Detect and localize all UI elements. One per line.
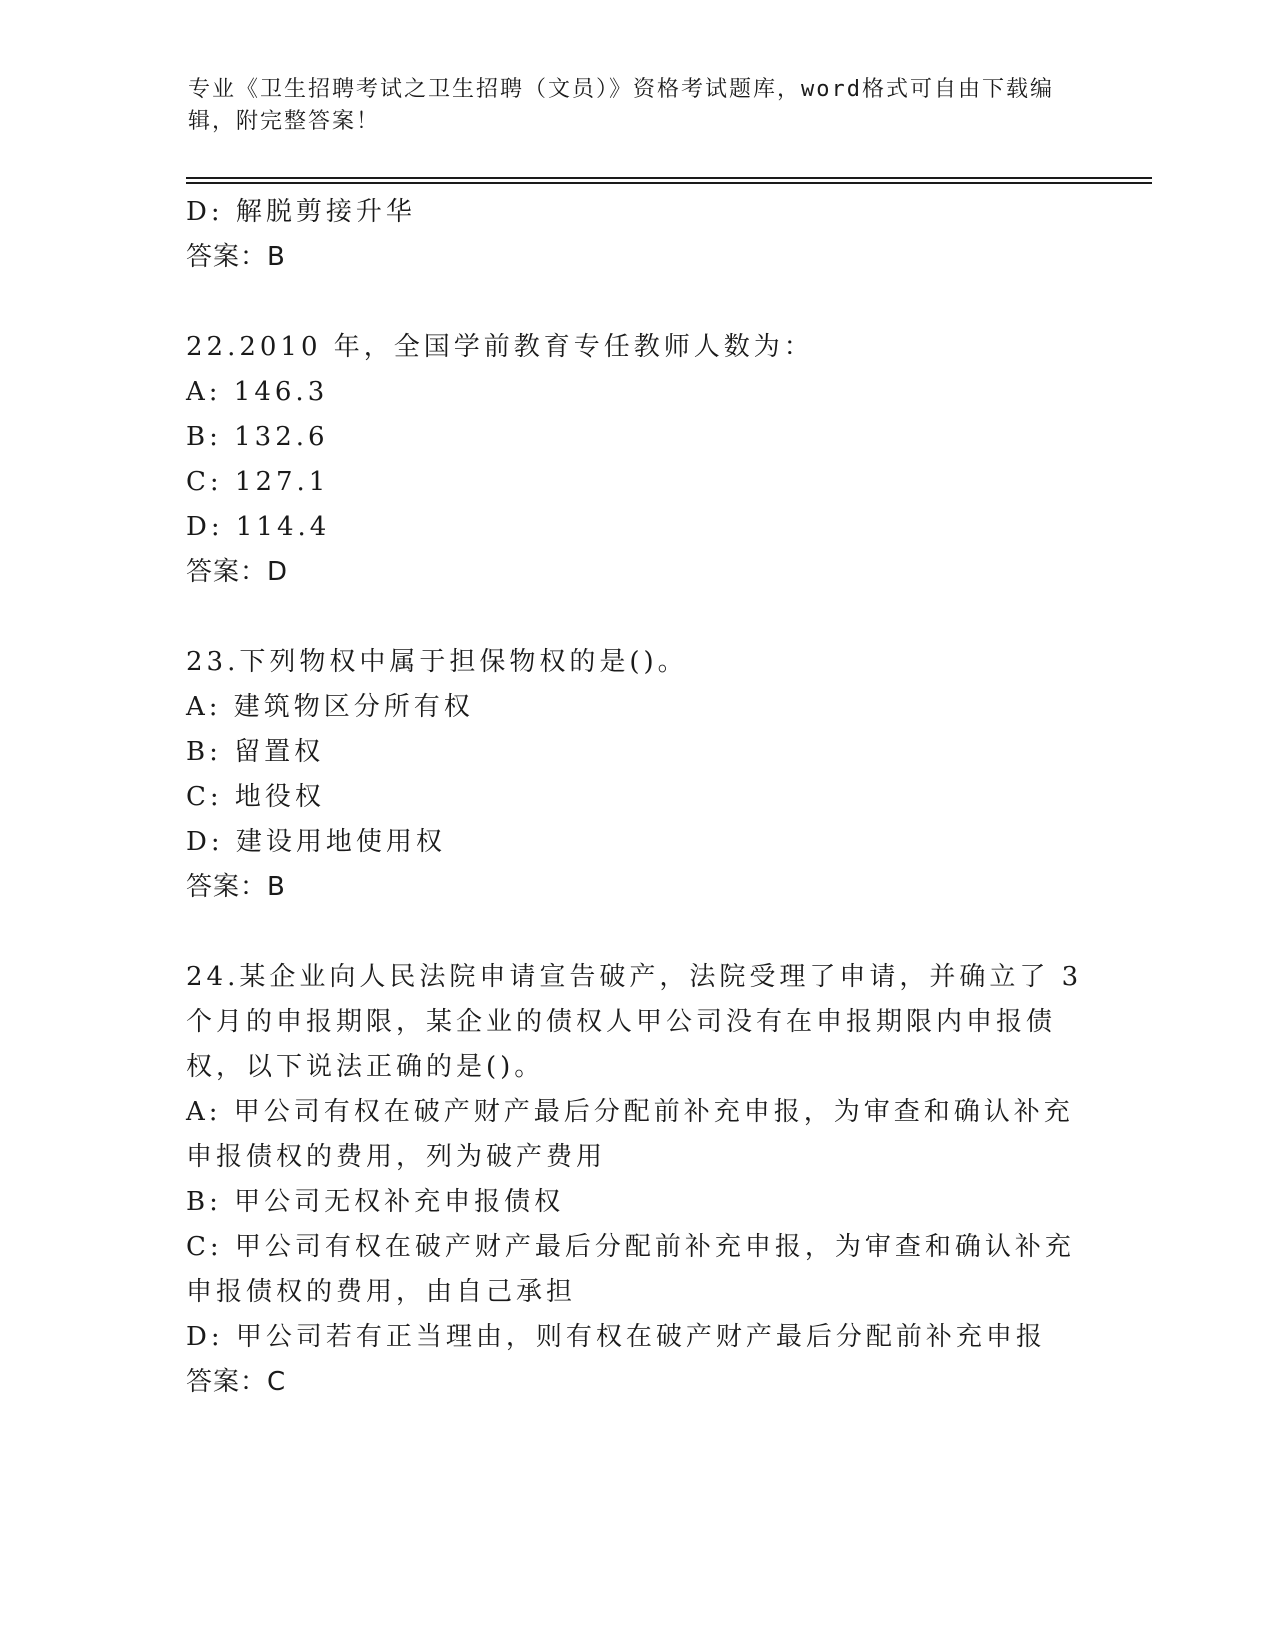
question-block-23 <box>186 640 1086 910</box>
option-a: A: 甲公司有权在破产财产最后分配前补充申报，为审查和确认补充申报债权的费用，列为破产费用 <box>186 1097 1074 1172</box>
question-text: 22.2010 年，全国学前教育专任教师人数为： <box>186 332 814 362</box>
option-d: D: 建设用地使用权 <box>186 827 446 857</box>
option-b: B: 132.6 <box>186 422 329 452</box>
answer-label: 答案：B <box>186 242 286 272</box>
header-rule-top <box>186 177 1152 179</box>
question-block-24 <box>186 955 1086 1405</box>
option-d: D: 甲公司若有正当理由，则有权在破产财产最后分配前补充申报 <box>186 1322 1046 1352</box>
option-d: D: 解脱剪接升华 <box>186 197 416 227</box>
option-b: B: 甲公司无权补充申报债权 <box>186 1187 565 1217</box>
option-a: A: 建筑物区分所有权 <box>186 692 474 722</box>
question-text: 24.某企业向人民法院申请宣告破产，法院受理了申请，并确立了 3 个月的申报期限，某企业的债权人甲公司没有在申报期限内申报债权，以下说法正确的是()。 <box>186 962 1083 1082</box>
option-a: A: 146.3 <box>186 377 329 407</box>
header-rule-bottom <box>186 182 1152 184</box>
question-block-22 <box>186 325 1086 595</box>
option-b: B: 留置权 <box>186 737 325 767</box>
question-block-21 <box>186 190 1086 280</box>
option-c: C: 127.1 <box>186 467 330 497</box>
spacer <box>186 910 1086 955</box>
spacer <box>186 280 1086 325</box>
question-list <box>186 190 1086 1405</box>
question-text: 23.下列物权中属于担保物权的是()。 <box>186 647 688 677</box>
option-c: C: 地役权 <box>186 782 325 812</box>
option-d: D: 114.4 <box>186 512 331 542</box>
option-c: C: 甲公司有权在破产财产最后分配前补充申报，为审查和确认补充申报债权的费用，由自己承担 <box>186 1232 1075 1307</box>
answer-label: 答案：B <box>186 872 286 902</box>
spacer <box>186 595 1086 640</box>
answer-label: 答案：D <box>186 557 289 587</box>
answer-label: 答案：C <box>186 1367 287 1397</box>
document-header: 专业《卫生招聘考试之卫生招聘（文员）》资格考试题库，word格式可自由下载编辑，附完整答案！ <box>188 77 1054 134</box>
